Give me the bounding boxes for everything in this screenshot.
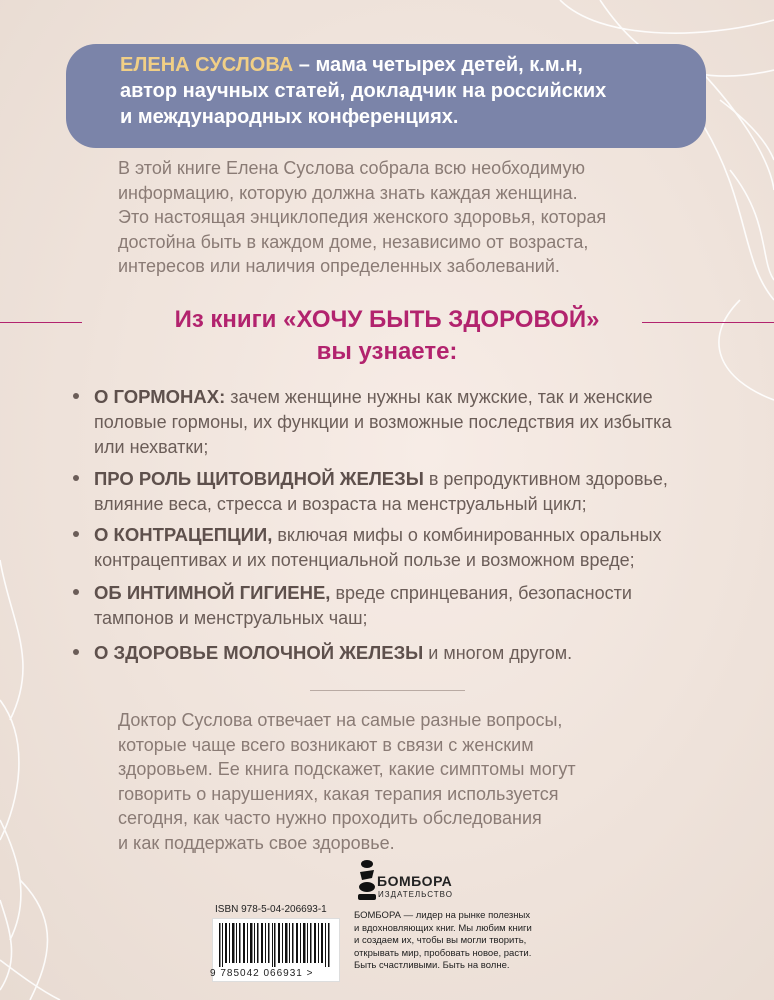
author-name: ЕЛЕНА СУСЛОВА — [120, 54, 294, 76]
bullet-text: контрацептивах и их потенциальной пользе и возможном вреде; — [94, 550, 635, 570]
bullet-text: вреде спринцевания, безопасности — [330, 583, 632, 603]
section-title-line2: вы узнаете: — [316, 338, 458, 365]
publisher-line: и создаем их, чтобы вы могли творить, — [354, 935, 527, 946]
publisher-logo-text: БОМБОРА — [377, 873, 453, 889]
section-title-line1: Из книги «ХОЧУ БЫТЬ ЗДОРОВОЙ» — [174, 306, 600, 333]
intro-line: Это настоящая энциклопедия женского здоровья, которая — [118, 207, 607, 227]
closing-line: и как поддержать свое здоровье. — [118, 832, 395, 853]
closing-line: которые чаще всего возникают в связи с женским — [118, 734, 534, 755]
publisher-line: Быть счастливыми. Быть на волне. — [354, 960, 510, 971]
bullet-text: в репродуктивном здоровье, — [423, 469, 668, 489]
bullet-dot — [73, 589, 79, 595]
bullet-lead: ПРО РОЛЬ ЩИТОВИДНОЙ ЖЕЛЕЗЫ — [94, 468, 424, 489]
bullet-dot — [73, 393, 79, 399]
bullet-text: включая мифы о комбинированных оральных — [272, 525, 662, 545]
bullet-lead: О КОНТРАЦЕПЦИИ, — [94, 524, 273, 545]
closing-line: здоровьем. Ее книга подскажет, какие симптомы могут — [118, 759, 576, 779]
author-bio — [120, 52, 690, 130]
closing-line: говорить о нарушениях, какая терапия используется — [118, 783, 559, 804]
bullet-dot — [73, 649, 79, 655]
intro-line: интересов или наличия определенных заболеваний. — [118, 256, 560, 276]
publisher-description — [354, 910, 564, 973]
intro-line: В этой книге Елена Суслова собрала всю необходимую — [118, 158, 585, 178]
publisher-line: и вдохновляющих книг. Мы любим книги — [354, 922, 532, 934]
bombora-logo-icon — [356, 858, 378, 906]
closing-paragraph — [118, 708, 678, 855]
bullet-text: и многом другом. — [423, 643, 573, 663]
intro-line: достойна быть в каждом доме, независимо от возраста, — [118, 231, 589, 252]
author-line2: автор научных статей, докладчик на российских — [120, 80, 607, 102]
intro-line: информацию, которую должна знать каждая женщина. — [118, 182, 578, 203]
publisher-line: открывать мир, пробовать новое, расти. — [354, 947, 532, 959]
publisher-line: БОМБОРА — лидер на рынке полезных — [354, 910, 531, 921]
bullet-lead: О ЗДОРОВЬЕ МОЛОЧНОЙ ЖЕЛЕЗЫ — [94, 642, 424, 663]
bullet-text: тампонов и менструальных чаш; — [94, 608, 368, 628]
bullet-text: половые гормоны, их функции и возможные последствия их избытка — [94, 412, 672, 432]
closing-line: сегодня, как часто нужно проходить обследования — [118, 808, 542, 828]
author-line3: и международных конференциях. — [120, 106, 459, 128]
bullet-lead: О ГОРМОНАХ: — [94, 386, 226, 407]
author-line1: – мама четырех детей, к.м.н, — [293, 54, 583, 76]
intro-paragraph — [118, 156, 678, 279]
bullet-dot — [73, 531, 79, 537]
barcode-bars — [213, 919, 339, 967]
publisher-logo-sub: ИЗДАТЕЛЬСТВО — [378, 890, 453, 899]
bullet-text: зачем женщине нужны как мужские, так и женские — [225, 387, 653, 407]
bullet-dot — [73, 475, 79, 481]
barcode-digits: 9 785042 066931 > — [210, 968, 314, 979]
bullet-text: или нехватки; — [94, 437, 209, 457]
bullet-text: влияние веса, стресса и возраста на менструальный цикл; — [94, 494, 587, 514]
bullet-lead: ОБ ИНТИМНОЙ ГИГИЕНЕ, — [94, 582, 331, 603]
isbn-label: ISBN 978-5-04-206693-1 — [215, 904, 327, 915]
divider — [310, 690, 465, 691]
closing-line: Доктор Суслова отвечает на самые разные вопросы, — [118, 710, 563, 730]
